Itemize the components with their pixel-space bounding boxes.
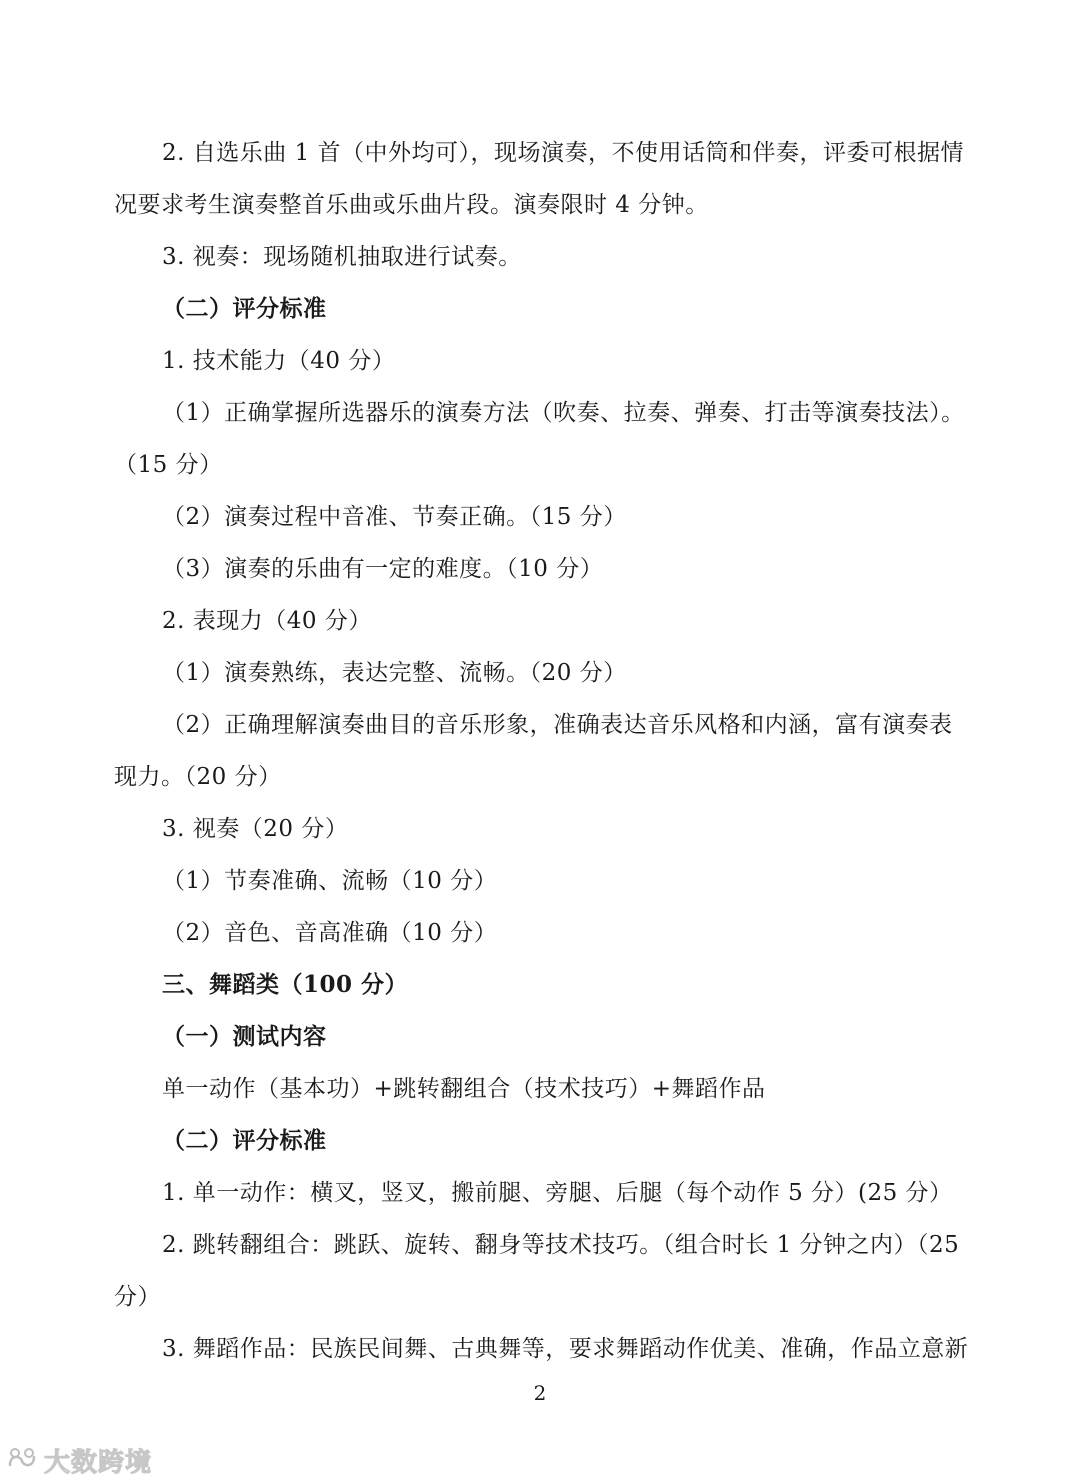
text-line: 2. 表现力（40 分） bbox=[162, 608, 372, 634]
text-line: （3）演奏的乐曲有一定的难度。（10 分） bbox=[162, 556, 604, 582]
text-line: 分） bbox=[114, 1284, 161, 1310]
text-line: 3. 舞蹈作品：民族民间舞、古典舞等，要求舞蹈动作优美、准确，作品立意新 bbox=[162, 1336, 969, 1362]
section-heading: （二）评分标准 bbox=[162, 1127, 327, 1154]
text-line: （2）正确理解演奏曲目的音乐形象，准确表达音乐风格和内涵，富有演奏表 bbox=[162, 712, 953, 738]
text-line: （15 分） bbox=[114, 452, 223, 478]
watermark-text: 大数跨境 bbox=[44, 1447, 153, 1478]
watermark bbox=[6, 1440, 152, 1480]
text-line: 2. 跳转翻组合：跳跃、旋转、翻身等技术技巧。（组合时长 1 分钟之内）（25 bbox=[162, 1232, 960, 1258]
text-line: 1. 技术能力（40 分） bbox=[162, 348, 396, 374]
text-line: （1）正确掌握所选器乐的演奏方法（吹奏、拉奏、弹奏、打击等演奏技法）。 bbox=[162, 400, 965, 426]
text-line: 现力。（20 分） bbox=[114, 764, 282, 790]
text-line: （1）节奏准确、流畅（10 分） bbox=[162, 868, 498, 894]
text-line: 1. 单一动作：横叉，竖叉，搬前腿、旁腿、后腿（每个动作 5 分）(25 分） bbox=[162, 1180, 953, 1206]
text-line: 3. 视奏：现场随机抽取进行试奏。 bbox=[162, 244, 522, 270]
section-heading: （二）评分标准 bbox=[162, 295, 327, 322]
section-heading: 三、舞蹈类（100 分） bbox=[162, 971, 409, 998]
text-line: （2）音色、音高准确（10 分） bbox=[162, 920, 498, 946]
section-heading: （一）测试内容 bbox=[162, 1023, 327, 1050]
text-line: 2. 自选乐曲 1 首（中外均可），现场演奏，不使用话筒和伴奏，评委可根据情 bbox=[162, 140, 965, 166]
text-line: 3. 视奏（20 分） bbox=[162, 816, 349, 842]
text-line: （2）演奏过程中音准、节奏正确。（15 分） bbox=[162, 504, 627, 530]
infinity-loop-logo-icon bbox=[6, 1445, 38, 1475]
text-line: 况要求考生演奏整首乐曲或乐曲片段。演奏限时 4 分钟。 bbox=[114, 192, 709, 218]
page-number: 2 bbox=[533, 1381, 547, 1405]
text-line: （1）演奏熟练，表达完整、流畅。（20 分） bbox=[162, 660, 627, 686]
text-line: 单一动作（基本功）+跳转翻组合（技术技巧）+舞蹈作品 bbox=[162, 1076, 766, 1102]
